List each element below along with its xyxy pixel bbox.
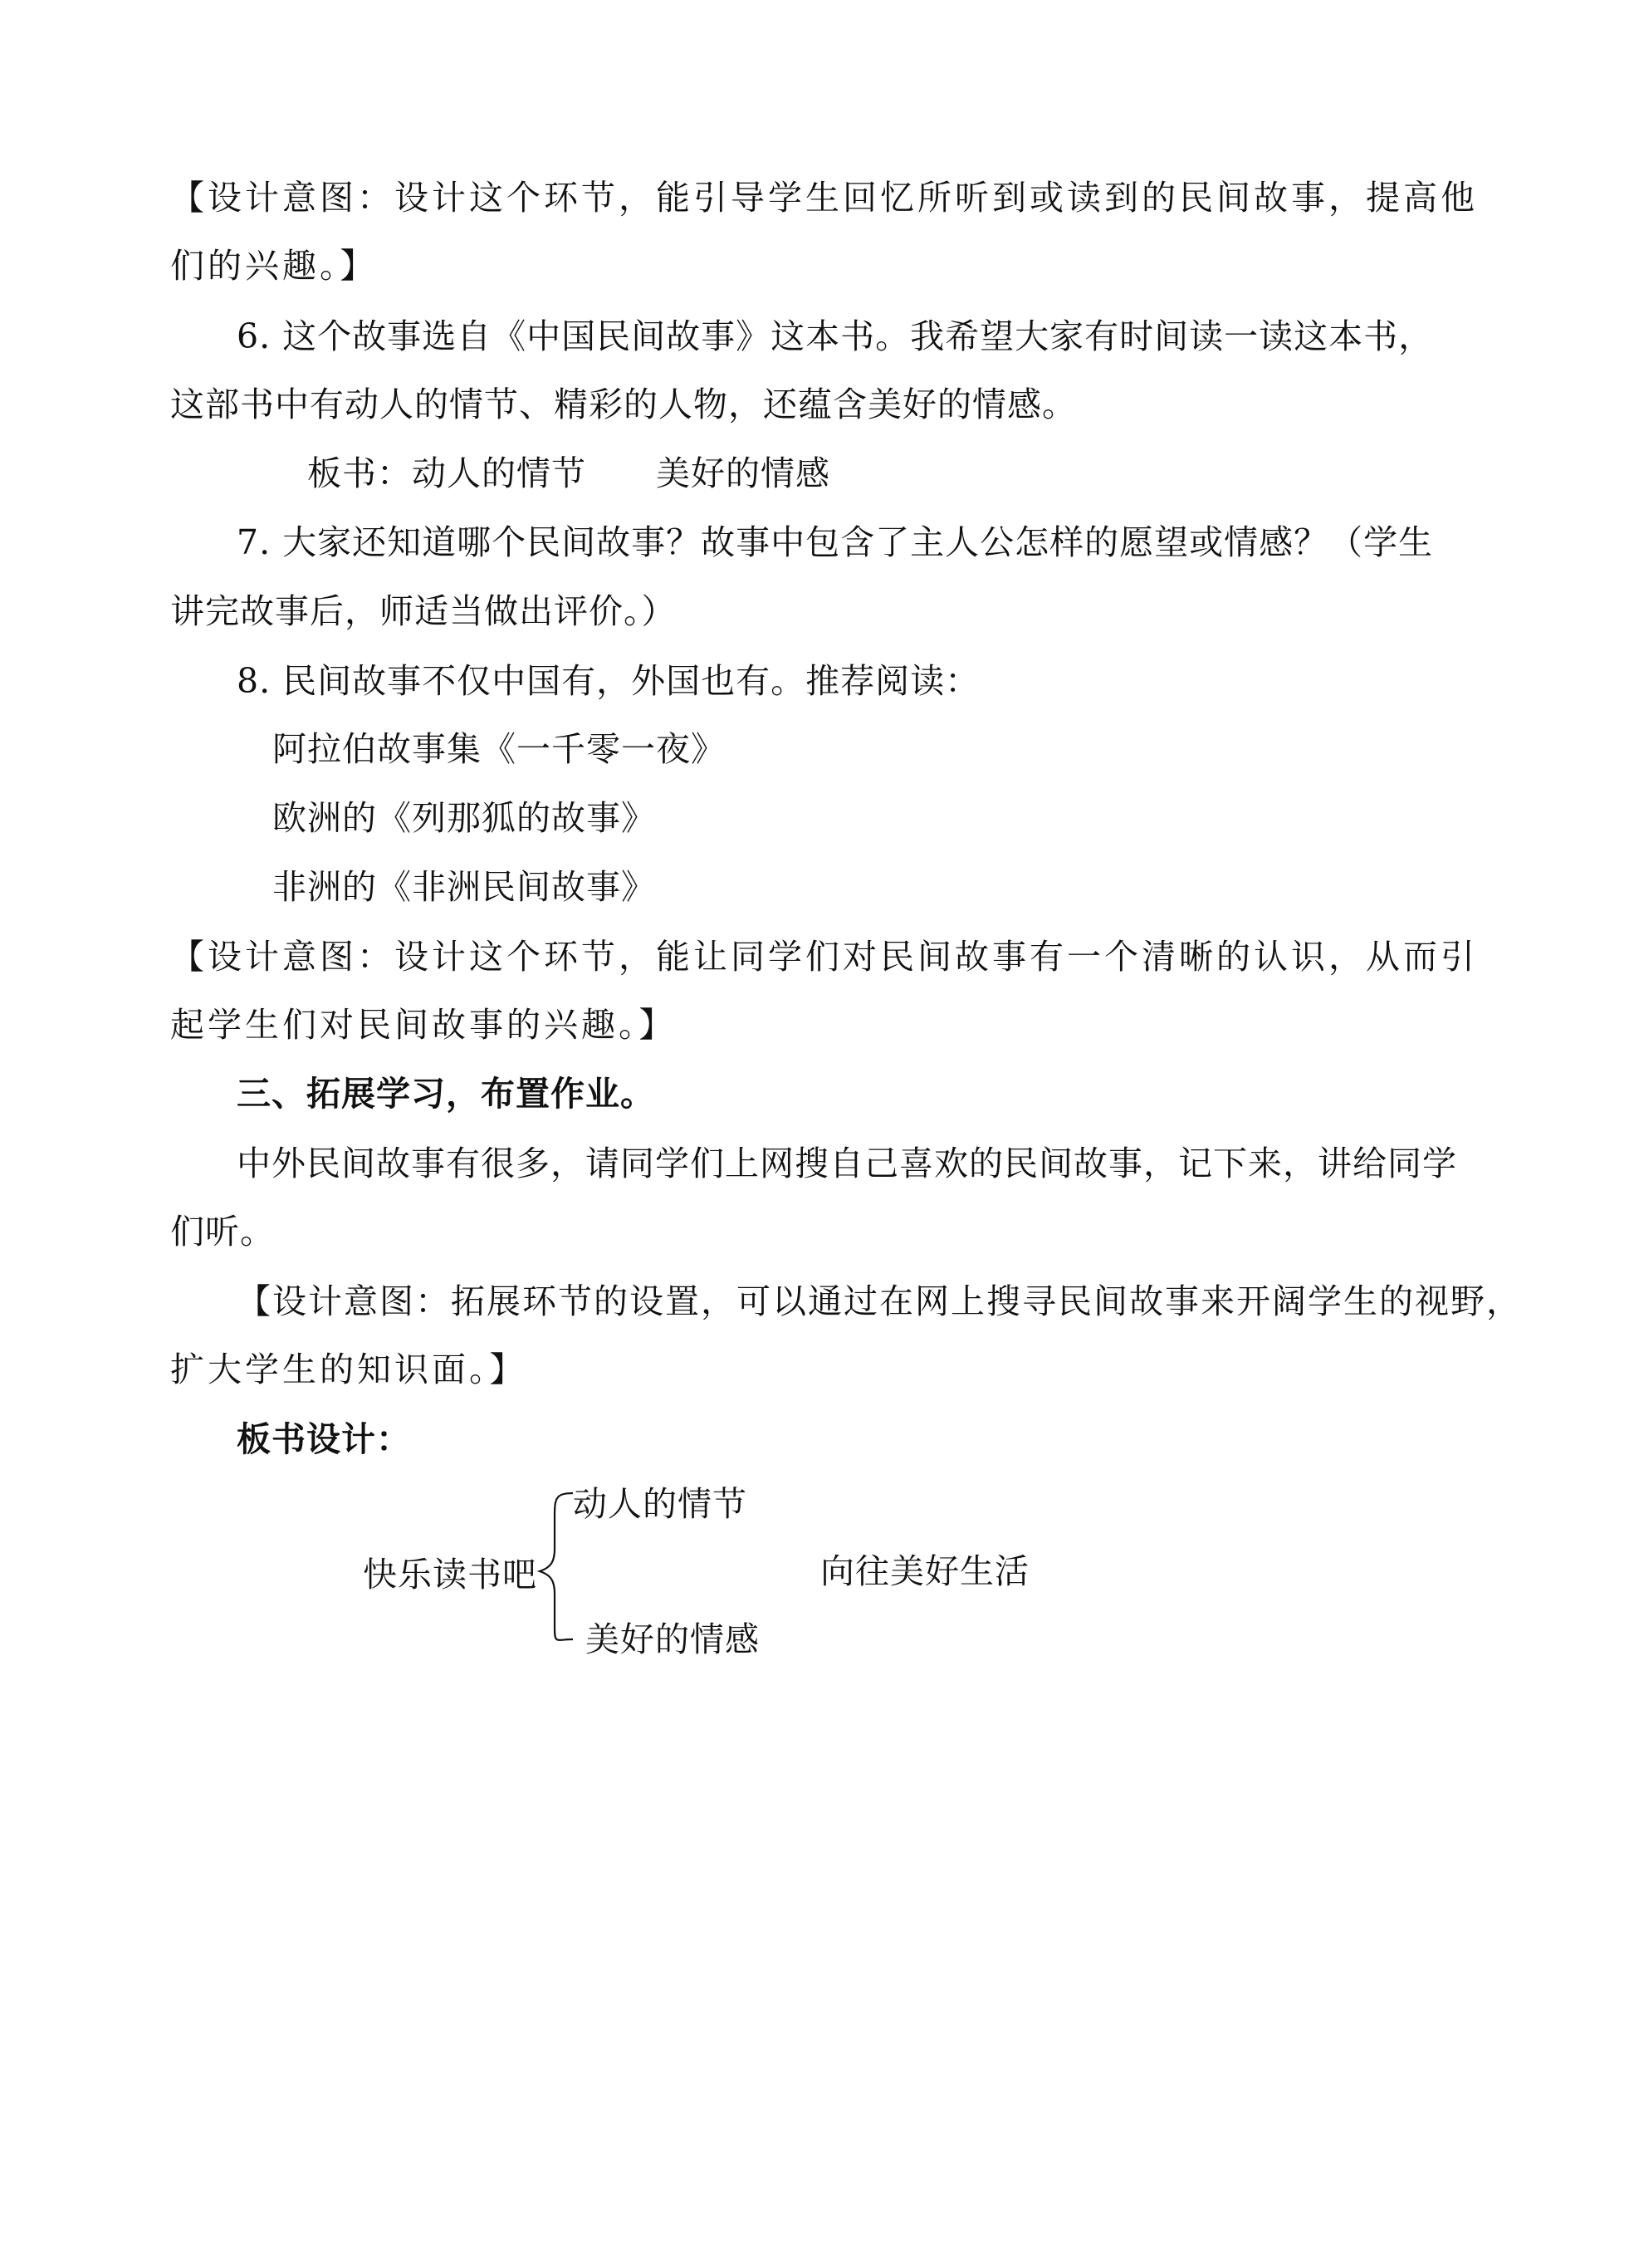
paragraph-8: 8. 民间故事不仅中国有，外国也有。推荐阅读： <box>237 661 981 701</box>
design-intent-3-line-2: 扩大学生的知识面。】 <box>170 1350 527 1389</box>
paragraph-6-line-2: 这部书中有动人的情节、精彩的人物，还蕴含美好的情感。 <box>170 385 1077 424</box>
homework-line-2: 们听。 <box>170 1212 275 1252</box>
design-intent-2-line-2: 起学生们对民间故事的兴趣。】 <box>170 1005 677 1045</box>
recommended-book-3: 非洲的《非洲民间故事》 <box>272 867 656 907</box>
homework-line-1: 中外民间故事有很多，请同学们上网搜自己喜欢的民间故事，记下来，讲给同学 <box>237 1144 1457 1183</box>
board-design-title: 板书设计： <box>237 1419 411 1459</box>
section-3-heading: 三、拓展学习，布置作业。 <box>237 1074 655 1114</box>
design-intent-3-line-1: 【设计意图：拓展环节的设置，可以通过在网上搜寻民间故事来开阔学生的视野， <box>237 1281 1522 1321</box>
design-intent-2-line-1: 【设计意图：设计这个环节，能让同学们对民间故事有一个清晰的认识，从而引 <box>170 937 1478 977</box>
paragraph-6-line-1: 6. 这个故事选自《中国民间故事》这本书。我希望大家有时间读一读这本书， <box>237 316 1434 356</box>
recommended-book-2: 欧洲的《列那狐的故事》 <box>272 798 656 838</box>
paragraph-7-line-2: 讲完故事后，师适当做出评价。） <box>170 591 677 631</box>
board-right-label: 向往美好生活 <box>820 1551 1030 1591</box>
design-intent-1-line-2: 们的兴趣。】 <box>170 246 378 286</box>
board-center-label: 快乐读书吧 <box>363 1555 537 1594</box>
paragraph-7-line-1: 7. 大家还知道哪个民间故事？故事中包含了主人公怎样的愿望或情感？（学生 <box>237 522 1434 562</box>
board-top-branch: 动人的情节 <box>573 1484 747 1524</box>
board-bottom-branch: 美好的情感 <box>585 1619 760 1659</box>
design-intent-1-line-1: 【设计意图：设计这个环节，能引导学生回忆所听到或读到的民间故事，提高他 <box>170 178 1478 218</box>
recommended-book-1: 阿拉伯故事集《一千零一夜》 <box>272 729 726 769</box>
board-note: 板书：动人的情节 美好的情感 <box>307 453 830 493</box>
